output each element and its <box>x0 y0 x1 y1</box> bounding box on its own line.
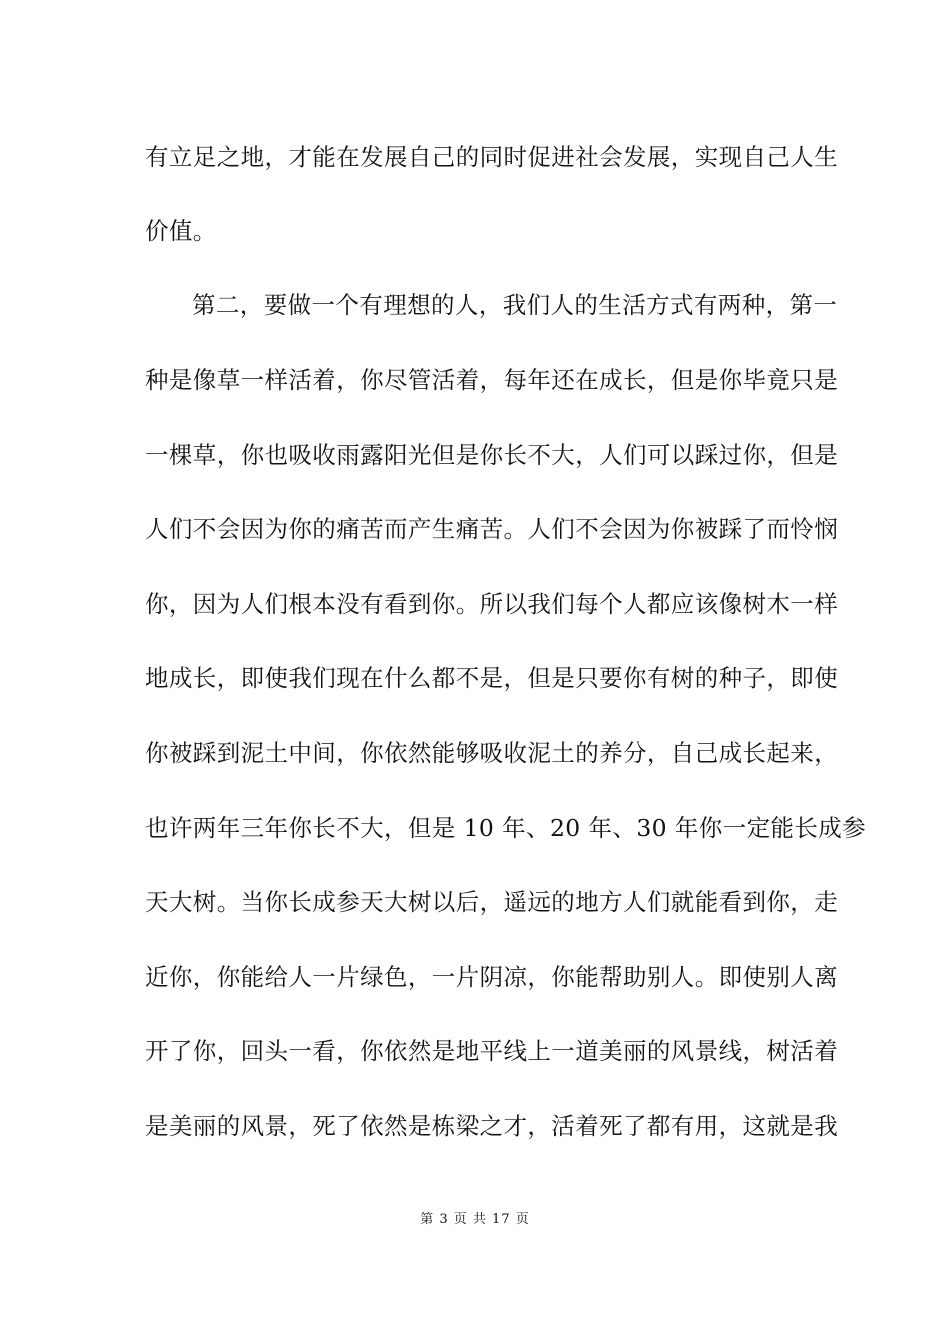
page-number-footer: 第 3 页 共 17 页 <box>420 1212 530 1227</box>
paragraph-line: 地成长，即使我们现在什么都不是，但是只要你有树的种子，即使 <box>145 664 839 692</box>
paragraph-line: 价值。 <box>145 217 217 245</box>
paragraph-line: 近你，你能给人一片绿色，一片阴凉，你能帮助别人。即使别人离 <box>145 963 839 991</box>
paragraph-line: 是美丽的风景，死了依然是栋梁之才，活着死了都有用，这就是我 <box>145 1112 839 1140</box>
paragraph-line: 一棵草，你也吸收雨露阳光但是你长不大，人们可以踩过你，但是 <box>145 441 839 469</box>
paragraph-line: 你被踩到泥土中间，你依然能够吸收泥土的养分，自己成长起来， <box>145 739 839 767</box>
paragraph-line: 人们不会因为你的痛苦而产生痛苦。人们不会因为你被踩了而怜悯 <box>145 515 839 543</box>
paragraph-line: 天大树。当你长成参天大树以后，遥远的地方人们就能看到你，走 <box>145 888 839 916</box>
paragraph-line: 你，因为人们根本没有看到你。所以我们每个人都应该像树木一样 <box>145 590 839 618</box>
paragraph-line: 第二，要做一个有理想的人，我们人的生活方式有两种，第一 <box>192 291 838 319</box>
paragraph-line: 有立足之地，才能在发展自己的同时促进社会发展，实现自己人生 <box>145 143 839 171</box>
paragraph-line: 也许两年三年你长不大，但是 10 年、20 年、30 年你一定能长成参 <box>145 814 867 842</box>
paragraph-line: 种是像草一样活着，你尽管活着，每年还在成长，但是你毕竟只是 <box>145 366 839 394</box>
paragraph-line: 开了你，回头一看，你依然是地平线上一道美丽的风景线，树活着 <box>145 1037 839 1065</box>
